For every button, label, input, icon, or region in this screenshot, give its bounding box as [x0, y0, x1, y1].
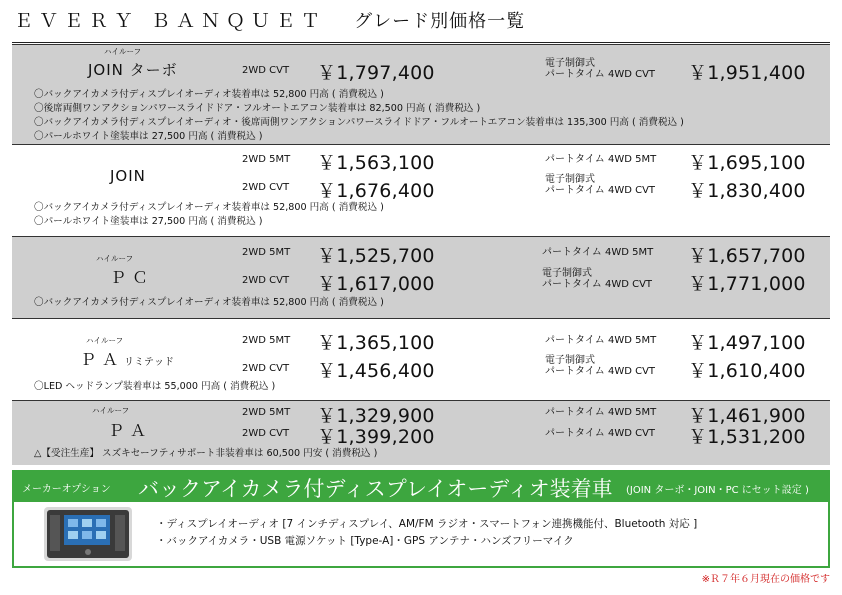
drive-label: 電子制御式 パートタイム 4WD CVT: [542, 268, 653, 290]
transmission-label: 2WD CVT: [242, 65, 290, 76]
transmission-label: 2WD 5MT: [242, 335, 291, 346]
grade-name: ＰＡ: [80, 350, 125, 369]
price: ￥1,610,400: [688, 360, 806, 382]
drive-label: パートタイム 4WD 5MT: [542, 247, 654, 258]
price: ￥1,951,400: [688, 62, 806, 84]
title-divider: [12, 42, 830, 43]
transmission-label: 2WD 5MT: [242, 154, 291, 165]
brand-name: ＥＶＥＲＹ ＢＡＮＱＵＥＴ: [14, 10, 327, 32]
transmission-label: 2WD 5MT: [242, 247, 291, 258]
price: ￥1,365,100: [317, 332, 435, 354]
grade-name-group: [80, 347, 174, 370]
price: ￥1,399,200: [317, 426, 435, 448]
price: ￥1,830,400: [688, 180, 806, 202]
maker-option-title: バックアイカメラ付ディスプレイオーディオ装着車: [138, 477, 613, 501]
note: 〇パールホワイト塗装車は 27,500 円高 ( 消費税込 ): [34, 216, 263, 227]
maker-option-applies: (JOIN ターボ・JOIN・PC にセット設定 ): [626, 485, 809, 496]
note: 〇バックアイカメラ付ディスプレイオーディオ装着車は 52,800 円高 ( 消費税込 ): [34, 89, 384, 100]
grade-name: JOIN: [110, 167, 146, 185]
note: 〇パールホワイト塗装車は 27,500 円高 ( 消費税込 ): [34, 131, 263, 142]
transmission-label: 2WD CVT: [242, 182, 290, 193]
drive-label: パートタイム 4WD 5MT: [545, 335, 657, 346]
grade-name: ＰＣ: [110, 268, 155, 287]
price: ￥1,456,400: [317, 360, 435, 382]
note: 〇LED ヘッドランプ装着車は 55,000 円高 ( 消費税込 ): [34, 381, 276, 392]
price: ￥1,771,000: [688, 273, 806, 295]
page-subtitle: グレード別価格一覧: [354, 11, 526, 32]
maker-option-header: [12, 470, 830, 502]
price: ￥1,497,100: [688, 332, 806, 354]
drive-label: パートタイム 4WD 5MT: [545, 154, 657, 165]
grade-band-join-turbo: [12, 44, 830, 145]
note: 〇バックアイカメラ付ディスプレイオーディオ装着車は 52,800 円高 ( 消費税込 ): [34, 202, 384, 213]
price: ￥1,657,700: [688, 245, 806, 267]
transmission-label: 2WD CVT: [242, 428, 290, 439]
hi-roof-label: ハイルーフ: [92, 406, 130, 415]
page-title: [14, 6, 525, 33]
transmission-label: 2WD 5MT: [242, 407, 291, 418]
price: ￥1,695,100: [688, 152, 806, 174]
drive-label: 電子制御式 パートタイム 4WD CVT: [545, 355, 656, 377]
grade-band-pa-limited: [12, 318, 830, 401]
grade-name-suffix: リミテッド: [124, 357, 175, 368]
note: 〇バックアイカメラ付ディスプレイオーディオ・後席両側ワンアクションパワースライドドア・フルオートエアコン装着車は 135,300 円高 ( 消費税込 ): [34, 117, 684, 128]
display-audio-image: [44, 507, 132, 561]
price: ￥1,329,900: [317, 405, 435, 427]
hi-roof-label: ハイルーフ: [96, 254, 134, 263]
grade-name: JOIN ターボ: [88, 61, 178, 79]
hi-roof-label: ハイルーフ: [104, 47, 142, 56]
option-item: ・バックアイカメラ・USB 電源ソケット [Type-A]・GPS アンテナ・ハンズフリーマイク: [156, 535, 574, 547]
price: ￥1,797,400: [317, 62, 435, 84]
price: ￥1,531,200: [688, 426, 806, 448]
maker-option-label: メーカーオプション: [22, 484, 111, 495]
note: 〇後席両側ワンアクションパワースライドドア・フルオートエアコン装着車は 82,500 円高 ( 消費税込 ): [34, 103, 481, 114]
drive-label: パートタイム 4WD CVT: [545, 428, 656, 439]
price: ￥1,461,900: [688, 405, 806, 427]
hi-roof-label: ハイルーフ: [86, 336, 124, 345]
transmission-label: 2WD CVT: [242, 275, 290, 286]
grade-band-join: [12, 144, 830, 237]
drive-label: パートタイム 4WD 5MT: [545, 407, 657, 418]
price: ￥1,617,000: [317, 273, 435, 295]
note: △【受注生産】 スズキセーフティサポート非装着車は 60,500 円安 ( 消費税込 ): [34, 448, 378, 459]
option-item: ・ディスプレイオーディオ [7 インチディスプレイ、AM/FM ラジオ・スマートフォン連携機能付、Bluetooth 対応 ]: [156, 518, 698, 530]
drive-label: 電子制御式 パートタイム 4WD CVT: [545, 58, 656, 80]
price-date-footnote: ※Ｒ７年６月現在の価格です: [701, 574, 830, 585]
price: ￥1,525,700: [317, 245, 435, 267]
grade-band-pa: [12, 400, 830, 465]
maker-option-body: [12, 502, 830, 568]
transmission-label: 2WD CVT: [242, 363, 290, 374]
grade-band-pc: [12, 236, 830, 319]
price: ￥1,676,400: [317, 180, 435, 202]
note: 〇バックアイカメラ付ディスプレイオーディオ装着車は 52,800 円高 ( 消費税込 ): [34, 297, 384, 308]
drive-label: 電子制御式 パートタイム 4WD CVT: [545, 174, 656, 196]
price: ￥1,563,100: [317, 152, 435, 174]
grade-name: ＰＡ: [108, 421, 153, 440]
